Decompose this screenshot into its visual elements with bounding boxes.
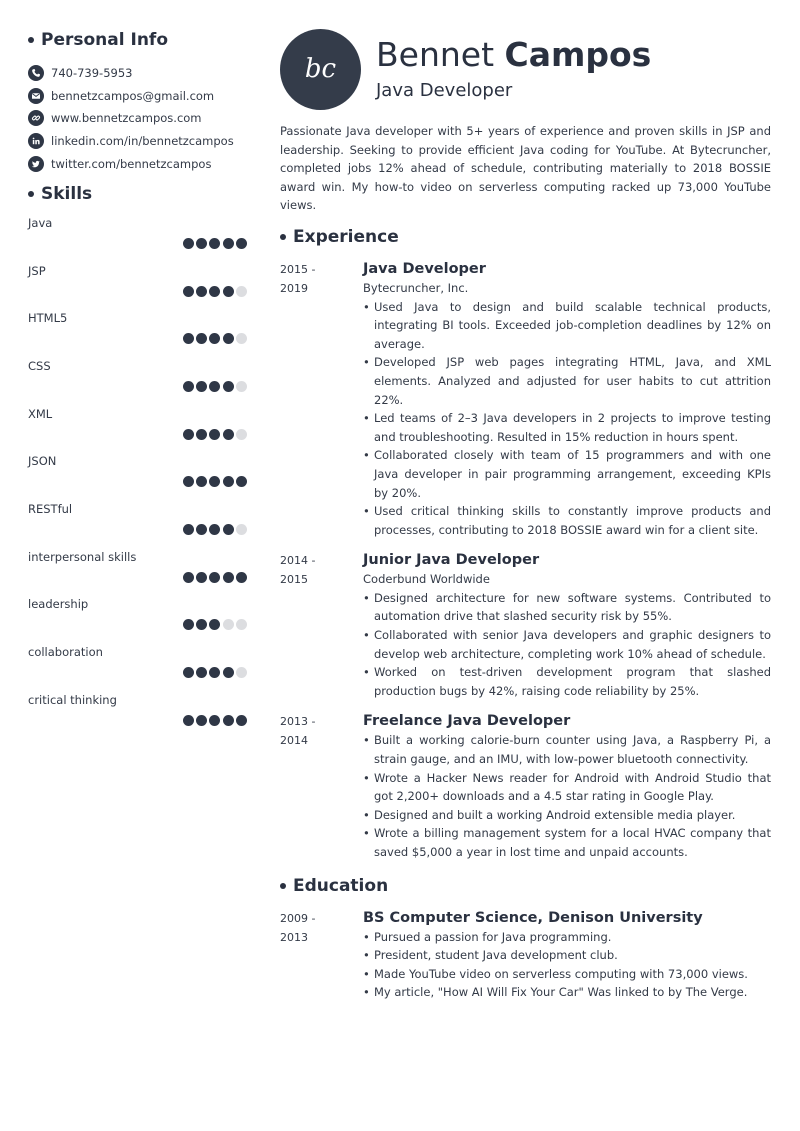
entry-title: Java Developer <box>363 260 486 277</box>
experience-heading <box>280 227 771 247</box>
contact-linkedin-text: linkedin.com/in/bennetzcampos <box>51 134 234 149</box>
bullet-icon <box>28 37 34 43</box>
rating-dot-empty <box>236 429 247 440</box>
summary-paragraph: Passionate Java developer with 5+ years of experience and proven skills in JSP and leadership. Seeking to provide efficient Java coding for YouTube. At Bytecruncher, completed jobs 12% ahead of schedule, contributing materially to 2018 BOSSIE award win. My how-to video on serverless computing racked up 73,000 YouTube views. <box>280 124 771 213</box>
skill-rating <box>181 476 247 487</box>
experience-entry <box>280 711 771 861</box>
skills-heading <box>28 184 250 204</box>
skill-name: HTML5 <box>28 311 68 326</box>
rating-dot-filled <box>196 238 207 249</box>
rating-dot-empty <box>236 381 247 392</box>
list-item: • Used Java to design and build scalable technical products, integrating BI tools. Exceeded job-completion deadlines by 12% on average. <box>363 298 771 354</box>
rating-dot-filled <box>236 238 247 249</box>
list-item: • Built a working calorie-burn counter using Java, a Raspberry Pi, a strain gauge, and an IMU, with low-power bluetooth connectivity. <box>363 731 771 768</box>
education-heading <box>280 876 771 896</box>
rating-dot-filled <box>223 572 234 583</box>
education-entry <box>280 908 771 1002</box>
skill-item <box>28 597 250 645</box>
rating-dot-filled <box>196 715 207 726</box>
rating-dot-filled <box>223 715 234 726</box>
name-block <box>376 37 651 100</box>
experience-entry <box>280 259 771 539</box>
entry-start: 2009 - <box>280 911 316 925</box>
bullet-icon <box>280 234 286 240</box>
entry-bullets <box>363 589 771 701</box>
skill-item <box>28 359 250 407</box>
main-content <box>280 28 771 1002</box>
education-title: Education <box>293 875 389 896</box>
skill-item <box>28 550 250 598</box>
job-role: Java Developer <box>376 79 513 101</box>
list-item: • Made YouTube video on serverless computing with 73,000 views. <box>363 965 771 984</box>
rating-dot-filled <box>209 715 220 726</box>
skill-rating <box>181 381 247 392</box>
skill-rating <box>181 286 247 297</box>
rating-dot-filled <box>196 524 207 535</box>
rating-dot-filled <box>183 572 194 583</box>
rating-dot-filled <box>183 286 194 297</box>
contact-twitter-text: twitter.com/bennetzcampos <box>51 156 212 171</box>
skill-rating <box>181 572 247 583</box>
full-name <box>376 37 651 73</box>
skill-name: interpersonal skills <box>28 549 137 564</box>
last-name: Campos <box>504 35 652 75</box>
rating-dot-empty <box>223 619 234 630</box>
rating-dot-filled <box>196 619 207 630</box>
list-item: • Worked on test-driven development program that slashed production bugs by 42%, raising code reliability by 25%. <box>363 663 771 700</box>
rating-dot-filled <box>183 524 194 535</box>
list-item: • Designed architecture for new software systems. Contributed to automation drive that slashed security risk by 55%. <box>363 589 771 626</box>
entry-dates <box>280 259 363 539</box>
skill-rating <box>181 667 247 678</box>
rating-dot-filled <box>223 238 234 249</box>
twitter-icon <box>28 156 44 172</box>
rating-dot-filled <box>236 572 247 583</box>
skill-item <box>28 645 250 693</box>
rating-dot-filled <box>223 333 234 344</box>
skill-name: Java <box>28 215 53 230</box>
skill-name: CSS <box>28 359 51 374</box>
entry-org: Bytecruncher, Inc. <box>363 280 469 295</box>
entry-end: 2014 <box>280 734 308 748</box>
rating-dot-filled <box>196 333 207 344</box>
entry-end: 2019 <box>280 281 308 295</box>
rating-dot-empty <box>236 619 247 630</box>
sidebar <box>28 30 250 741</box>
skill-name: XML <box>28 406 53 421</box>
entry-dates <box>280 711 363 861</box>
list-item: • Pursued a passion for Java programming. <box>363 928 771 947</box>
first-name: Bennet <box>376 35 495 75</box>
entry-start: 2015 - <box>280 262 316 276</box>
rating-dot-empty <box>236 524 247 535</box>
skill-item <box>28 264 250 312</box>
entry-start: 2013 - <box>280 715 316 729</box>
skill-name: JSON <box>28 454 57 469</box>
rating-dot-filled <box>209 524 220 535</box>
rating-dot-filled <box>209 572 220 583</box>
skill-rating <box>181 333 247 344</box>
rating-dot-filled <box>183 715 194 726</box>
skill-item <box>28 502 250 550</box>
rating-dot-filled <box>183 619 194 630</box>
contact-twitter[interactable] <box>28 152 250 175</box>
rating-dot-filled <box>183 667 194 678</box>
contact-email[interactable] <box>28 85 250 108</box>
entry-dates <box>280 908 363 1002</box>
entry-end: 2015 <box>280 573 308 587</box>
rating-dot-filled <box>209 429 220 440</box>
list-item: • Collaborated closely with team of 15 programmers and with one Java developer in pair programming arrangement, exceeding KPIs by 20%. <box>363 446 771 502</box>
link-icon <box>28 110 44 126</box>
contact-list <box>28 62 250 175</box>
personal-info-title: Personal Info <box>41 30 168 50</box>
list-item: • Led teams of 2–3 Java developers in 2 projects to improve testing and troubleshooting. Resulted in 15% reduction in hours spent. <box>363 409 771 446</box>
entry-title: Junior Java Developer <box>363 552 540 569</box>
entry-dates <box>280 550 363 700</box>
skill-item <box>28 693 250 741</box>
rating-dot-filled <box>209 333 220 344</box>
contact-website[interactable] <box>28 107 250 130</box>
bullet-icon <box>280 883 286 889</box>
list-item: • Wrote a billing management system for a local HVAC company that saved $5,000 a year in lost time and unpaid accounts. <box>363 824 771 861</box>
entry-bullets <box>363 298 771 540</box>
rating-dot-filled <box>223 286 234 297</box>
rating-dot-filled <box>209 667 220 678</box>
skill-item <box>28 407 250 455</box>
skill-name: collaboration <box>28 645 103 660</box>
entry-start: 2014 - <box>280 554 316 568</box>
contact-email-text: bennetzcampos@gmail.com <box>51 88 215 103</box>
list-item: • Used critical thinking skills to constantly improve products and processes, contributing to 2018 BOSSIE award win for a client site. <box>363 502 771 539</box>
bullet-icon <box>28 191 34 197</box>
experience-title: Experience <box>293 226 399 247</box>
experience-section <box>280 227 771 862</box>
phone-icon <box>28 65 44 81</box>
skill-name: leadership <box>28 597 89 612</box>
rating-dot-filled <box>209 619 220 630</box>
entry-bullets <box>363 928 771 1002</box>
list-item: • Collaborated with senior Java developers and graphic designers to develop web architecture, completing work 10% ahead of schedule. <box>363 626 771 663</box>
rating-dot-filled <box>196 476 207 487</box>
rating-dot-filled <box>196 667 207 678</box>
rating-dot-empty <box>236 286 247 297</box>
rating-dot-filled <box>236 476 247 487</box>
rating-dot-empty <box>236 333 247 344</box>
entry-end: 2013 <box>280 930 308 944</box>
contact-phone[interactable] <box>28 62 250 85</box>
rating-dot-filled <box>209 381 220 392</box>
rating-dot-filled <box>223 429 234 440</box>
rating-dot-filled <box>183 333 194 344</box>
rating-dot-filled <box>196 572 207 583</box>
list-item: • Wrote a Hacker News reader for Android with Android Studio that got 2,200+ downloads and a 4.5 star rating in Google Play. <box>363 769 771 806</box>
entry-org: Coderbund Worldwide <box>363 572 490 587</box>
skill-item <box>28 216 250 264</box>
entry-body <box>363 259 771 539</box>
rating-dot-filled <box>236 715 247 726</box>
skill-item <box>28 311 250 359</box>
contact-phone-text: 740-739-5953 <box>51 66 133 81</box>
rating-dot-filled <box>196 429 207 440</box>
rating-dot-filled <box>223 476 234 487</box>
skill-name: JSP <box>28 263 46 278</box>
skill-rating <box>181 715 247 726</box>
rating-dot-filled <box>209 238 220 249</box>
skill-name: RESTful <box>28 502 73 517</box>
rating-dot-filled <box>196 381 207 392</box>
contact-linkedin[interactable] <box>28 130 250 153</box>
entry-body <box>363 711 771 861</box>
list-item: • President, student Java development club. <box>363 946 771 965</box>
rating-dot-filled <box>183 476 194 487</box>
rating-dot-filled <box>196 286 207 297</box>
experience-entry <box>280 550 771 700</box>
rating-dot-empty <box>236 667 247 678</box>
skills-list <box>28 216 250 741</box>
rating-dot-filled <box>209 286 220 297</box>
email-icon <box>28 88 44 104</box>
skill-rating <box>181 619 247 630</box>
monogram-text: bc <box>304 54 337 84</box>
skill-rating <box>181 524 247 535</box>
rating-dot-filled <box>209 476 220 487</box>
rating-dot-filled <box>183 429 194 440</box>
education-section <box>280 876 771 1002</box>
entry-bullets <box>363 731 771 861</box>
personal-info-heading <box>28 30 250 50</box>
monogram-avatar <box>280 29 361 110</box>
linkedin-icon <box>28 133 44 149</box>
list-item: • Designed and built a working Android extensible media player. <box>363 806 771 825</box>
contact-website-text: www.bennetzcampos.com <box>51 111 202 126</box>
rating-dot-filled <box>183 381 194 392</box>
list-item: • Developed JSP web pages integrating HTML, Java, and XML elements. Analyzed and adjusted for user habits to cut attrition 22%. <box>363 353 771 409</box>
rating-dot-filled <box>183 238 194 249</box>
skill-rating <box>181 238 247 249</box>
rating-dot-filled <box>223 667 234 678</box>
resume-header <box>280 28 771 110</box>
entry-title: Freelance Java Developer <box>363 713 571 730</box>
skills-title: Skills <box>41 183 93 204</box>
list-item: • My article, "How AI Will Fix Your Car" Was linked to by The Verge. <box>363 983 771 1002</box>
skill-name: critical thinking <box>28 692 117 707</box>
entry-body <box>363 550 771 700</box>
rating-dot-filled <box>223 381 234 392</box>
rating-dot-filled <box>223 524 234 535</box>
skill-rating <box>181 429 247 440</box>
skill-item <box>28 454 250 502</box>
entry-body <box>363 908 771 1002</box>
entry-title: BS Computer Science, Denison University <box>363 909 703 926</box>
